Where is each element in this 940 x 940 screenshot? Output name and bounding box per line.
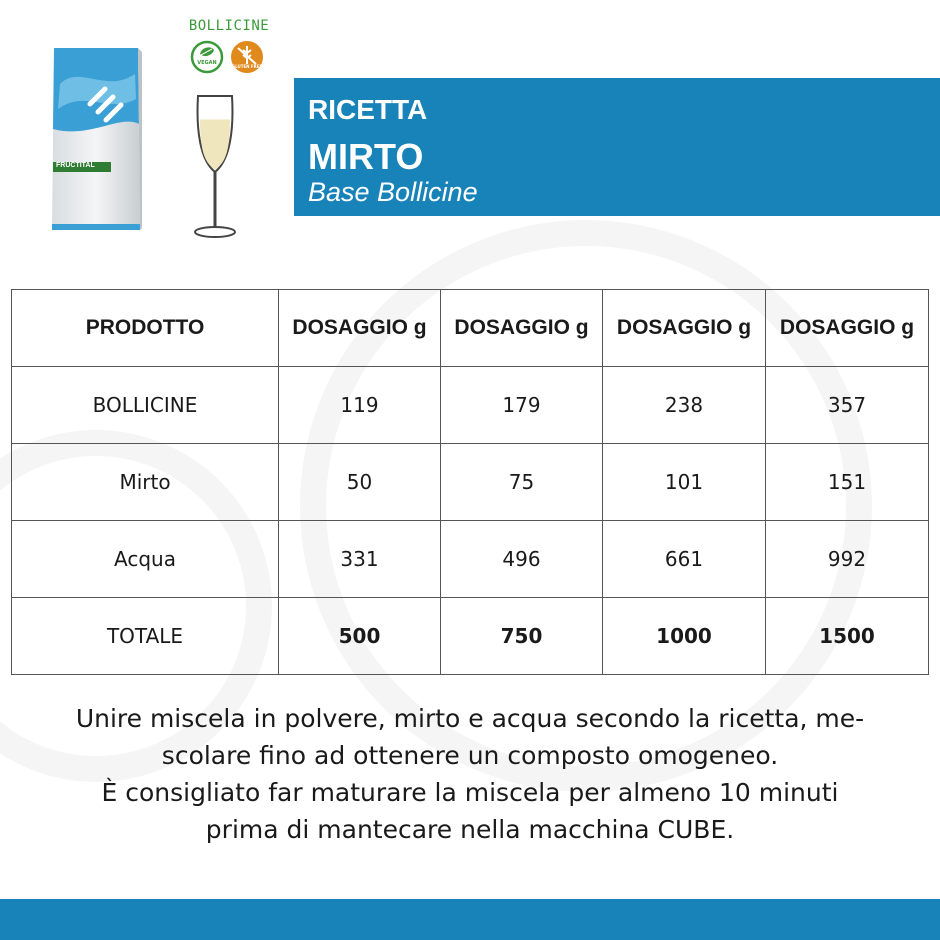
dosage-cell: 357	[766, 367, 929, 444]
brand-label: FRUCTITAL	[56, 162, 95, 169]
total-cell: 1500	[766, 598, 929, 675]
total-cell: 500	[279, 598, 441, 675]
product-name-cell: BOLLICINE	[12, 367, 279, 444]
column-header: DOSAGGIO g	[603, 290, 766, 367]
dosage-cell: 119	[279, 367, 441, 444]
champagne-glass-icon	[190, 90, 240, 240]
column-header: PRODOTTO	[12, 290, 279, 367]
product-name-cell: Acqua	[12, 521, 279, 598]
product-name-cell: Mirto	[12, 444, 279, 521]
recipe-subtitle: Base Bollicine	[308, 177, 478, 207]
recipe-table	[11, 289, 929, 675]
dosage-cell: 661	[603, 521, 766, 598]
instructions-line: prima di mantecare nella macchina CUBE.	[205, 815, 735, 844]
vegan-badge	[190, 40, 224, 74]
instructions-text	[20, 700, 920, 848]
gluten-free-badge	[230, 40, 264, 74]
gluten-badge-text: GLUTEN FREE	[231, 64, 263, 69]
vegan-badge-text: VEGAN	[197, 60, 217, 66]
dosage-cell: 75	[441, 444, 603, 521]
table-row	[12, 367, 929, 444]
dosage-cell: 238	[603, 367, 766, 444]
column-header: DOSAGGIO g	[279, 290, 441, 367]
dosage-cell: 101	[603, 444, 766, 521]
instructions-line: scolare fino ad ottenere un composto omogeneo.	[161, 741, 779, 770]
dosage-cell: 331	[279, 521, 441, 598]
table-row	[12, 444, 929, 521]
total-cell: 750	[441, 598, 603, 675]
instructions-line: Unire miscela in polvere, mirto e acqua secondo la ricetta, me-	[75, 704, 865, 733]
recipe-label: RICETTA	[308, 94, 428, 125]
dosage-cell: 179	[441, 367, 603, 444]
table-row	[12, 521, 929, 598]
product-label: BOLLICINE	[188, 18, 270, 34]
table-total-row	[12, 598, 929, 675]
total-cell: 1000	[603, 598, 766, 675]
column-header: DOSAGGIO g	[441, 290, 603, 367]
footer-bar	[0, 899, 940, 940]
product-bag-image	[50, 44, 142, 234]
dosage-cell: 50	[279, 444, 441, 521]
dosage-cell: 151	[766, 444, 929, 521]
dosage-cell: 496	[441, 521, 603, 598]
table-header-row	[12, 290, 929, 367]
instructions-line: È consigliato far maturare la miscela per almeno 10 minuti	[101, 778, 839, 807]
column-header: DOSAGGIO g	[766, 290, 929, 367]
vegan-leaf-icon	[190, 40, 224, 74]
dosage-cell: 992	[766, 521, 929, 598]
recipe-title: MIRTO	[308, 136, 424, 177]
recipe-header-banner	[294, 78, 940, 216]
total-label-cell: TOTALE	[12, 598, 279, 675]
